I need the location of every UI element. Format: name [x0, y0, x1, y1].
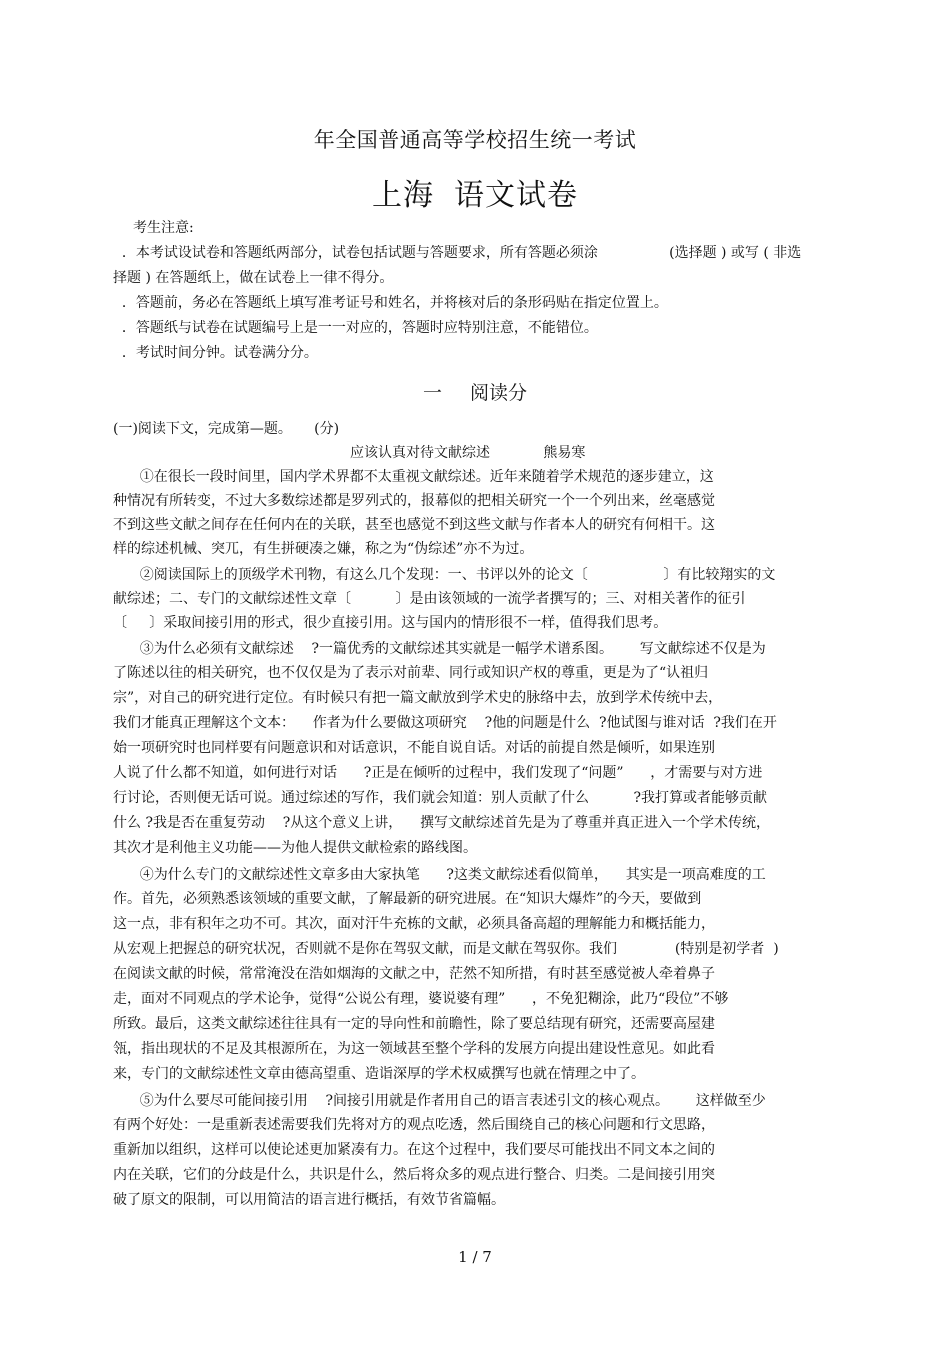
paragraph-line: 其次才是利他主义功能——为他人提供文献检索的路线图。	[113, 840, 477, 856]
paragraph-line: 瓴，指出现状的不足及其根源所在，为这一领域甚至整个学科的发展方向提出建设性意见。如此看	[113, 1041, 715, 1057]
paragraph-line: 重新加以组织，这样可以使论述更加紧凑有力。在这个过程中，我们要尽可能找出不同文本之间的	[113, 1142, 715, 1158]
paragraph-line: 什么 ?我是否在重复劳动 ?从这个意义上讲， 撰写文献综述首先是为了尊重并真正进入一个学术传统，	[113, 815, 771, 831]
notice-line: 择题 ) 在答题纸上，做在试卷上一律不得分。	[113, 270, 394, 286]
notice-line: ．答题前，务必在答题纸上填写准考证号和姓名，并将核对后的条形码贴在指定位置上。	[113, 295, 668, 311]
paragraph-line: 这一点，非有积年之功不可。其次，面对汗牛充栋的文献，必须具备高超的理解能力和概括能力，	[113, 916, 715, 932]
section-title	[0, 378, 950, 405]
page-number: 1 / 7	[458, 1248, 492, 1266]
question-instruction: (一)阅读下文，完成第—题。 (分)	[113, 421, 340, 437]
paragraph-line: 破了原文的限制，可以用简洁的语言进行概括，有效节省篇幅。	[113, 1192, 505, 1208]
paragraph-line: 行讨论，否则便无话可说。通过综述的写作，我们就会知道：别人贡献了什么 ?我打算或者能够贡献	[113, 790, 768, 806]
article-title: 应该认真对待文献综述 熊易寒	[350, 445, 586, 461]
candidate-notice	[113, 216, 848, 366]
paragraph-line: ④为什么专门的文献综述性文章多由大家执笔 ?这类文献综述看似简单， 其实是一项高难度的工	[113, 867, 766, 883]
paragraph-line: 内在关联，它们的分歧是什么，共识是什么，然后将众多的观点进行整合、归类。二是间接引用突	[113, 1167, 715, 1183]
exam-title: 年全国普通高等学校招生统一考试	[313, 128, 637, 152]
paragraph-line: ⑤为什么要尽可能间接引用 ?间接引用就是作者用自己的语言表述引文的核心观点。 这样做至少	[113, 1093, 766, 1109]
paragraph-line: 走，面对不同观点的学术论争，觉得“公说公有理，婆说婆有理” ，不免犯糊涂，此乃“段位”不够	[113, 991, 729, 1007]
section-name: 阅读分	[470, 382, 528, 404]
notice-heading: 考生注意:	[133, 220, 194, 236]
notice-line: ．答题纸与试卷在试题编号上是一一对应的，答题时应特别注意，不能错位。	[113, 320, 598, 336]
paragraph-line: 人说了什么都不知道，如何进行对话 ?正是在倾听的过程中，我们发现了“问题” ，才需要与对方进	[113, 765, 763, 781]
paragraph-line: 了陈述以往的相关研究，也不仅仅是为了表示对前辈、同行或知识产权的尊重，更是为了“认祖归	[113, 665, 709, 681]
paragraph-line: ②阅读国际上的顶级学术刊物，有这么几个发现：一、书评以外的论文〔 〕有比较翔实的文	[113, 567, 776, 583]
paragraph-line: 〔 〕采取间接引用的形式，很少直接引用。这与国内的情形很不一样，值得我们思考。	[113, 615, 668, 631]
notice-line: ．考试时间分钟。试卷满分分。	[113, 345, 318, 361]
paragraph-line: 在阅读文献的时候，常常淹没在浩如烟海的文献之中，茫然不知所措，有时甚至感觉被人牵着鼻子	[113, 966, 715, 982]
paragraph-line: 种情况有所转变，不过大多数综述都是罗列式的，报幕似的把相关研究一个一个列出来，丝毫感觉	[113, 493, 715, 509]
subject-name: 语文试卷	[454, 178, 578, 213]
paragraph-line: 献综述；二、专门的文献综述性文章〔 〕是由该领域的一流学者撰写的；三、对相关著作的征引	[113, 591, 746, 607]
paragraph-line: 从宏观上把握总的研究状况，否则就不是你在驾驭文献，而是文献在驾驭你。我们 (特别是初学者 )	[113, 941, 779, 957]
paragraph-line: 样的综述机械、突兀，有生拼硬凑之嫌，称之为“伪综述”亦不为过。	[113, 541, 534, 557]
notice-line: ．本考试设试卷和答题纸两部分，试卷包括试题与答题要求，所有答题必须涂 (选择题 ) 或写 ( 非选	[113, 245, 802, 261]
paragraph-line: 有两个好处：一是重新表述需要我们先将对方的观点吃透，然后围绕自己的核心问题和行文思路，	[113, 1117, 715, 1133]
paragraph-line: ③为什么必须有文献综述 ?一篇优秀的文献综述其实就是一幅学术谱系图。 写文献综述不仅是为	[113, 641, 766, 657]
paragraph-line: 我们才能真正理解这个文本： 作者为什么要做这项研究 ?他的问题是什么 ?他试图与谁对话 ?我们在开	[113, 715, 777, 731]
paragraph-line: 不到这些文献之间存在任何内在的关联，甚至也感觉不到这些文献与作者本人的研究有何相干。这	[113, 517, 715, 533]
paragraph-line: 宗”，对自己的研究进行定位。有时候只有把一篇文献放到学术史的脉络中去，放到学术传统中去，	[113, 690, 723, 706]
paragraph-line: 来，专门的文献综述性文章由德高望重、造诣深厚的学术权威撰写也就在情理之中了。	[113, 1066, 645, 1082]
paragraph-line: 作。首先，必须熟悉该领域的重要文献，了解最新的研究进展。在“知识大爆炸”的今天，要做到	[113, 891, 702, 907]
section-number: 一	[422, 382, 442, 404]
subject-title	[0, 170, 950, 214]
paragraph-line: ①在很长一段时间里，国内学术界都不太重视文献综述。近年来随着学术规范的逐步建立，这	[113, 469, 714, 485]
subject-region: 上海	[372, 178, 434, 213]
paragraph-line: 所致。最后，这类文献综述往往具有一定的导向性和前瞻性，除了要总结现有研究，还需要高屋建	[113, 1016, 715, 1032]
paragraph-line: 始一项研究时也同样要有问题意识和对话意识，不能自说自话。对话的前提自然是倾听，如果连别	[113, 740, 715, 756]
